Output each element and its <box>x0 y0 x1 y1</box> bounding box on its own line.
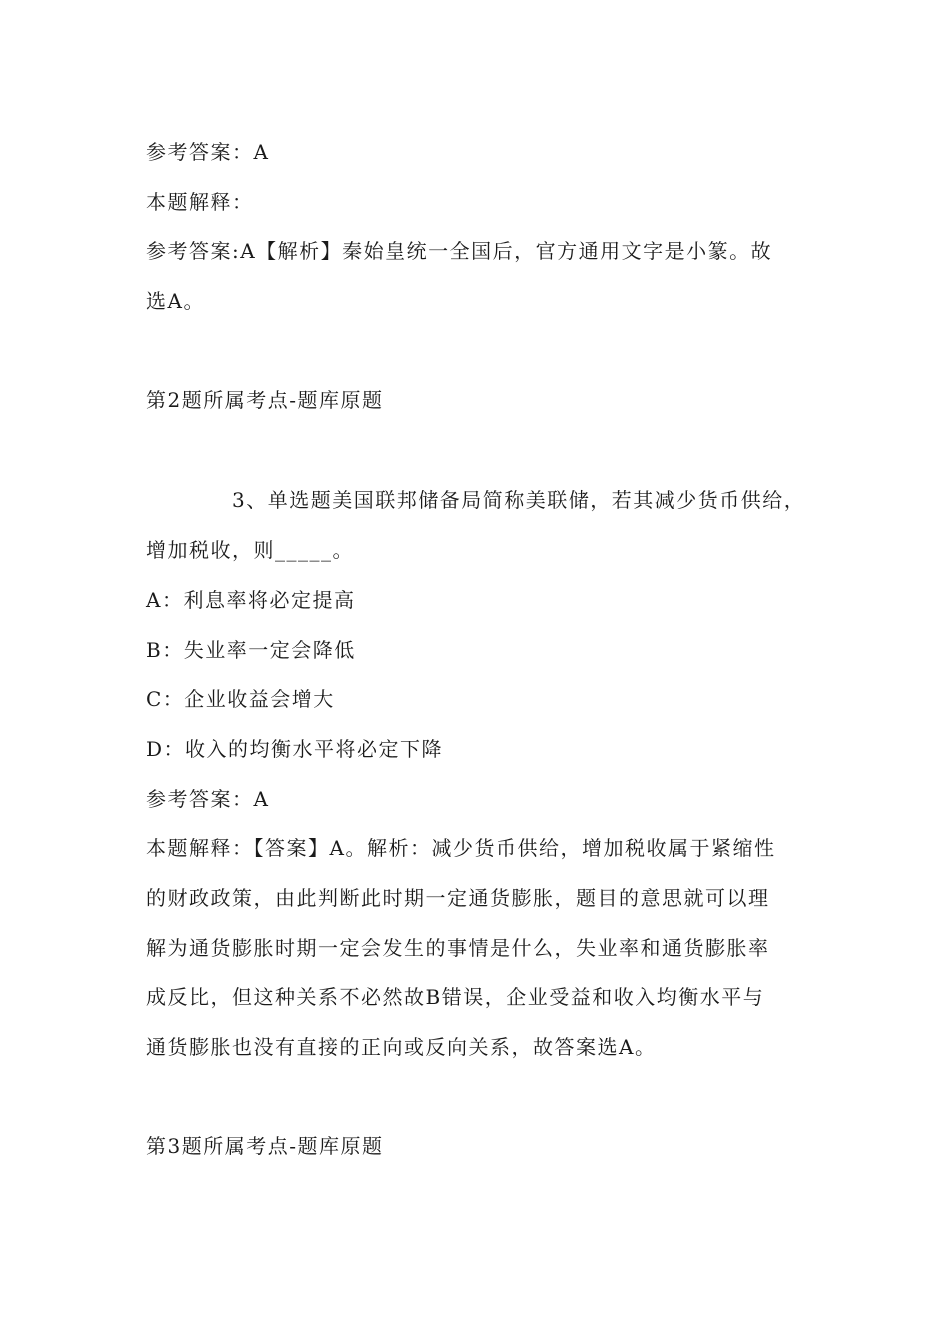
q3-option-c: C：企业收益会增大 <box>146 687 335 711</box>
q2-topic: 第2题所属考点-题库原题 <box>146 388 384 412</box>
q3-option-b: B：失业率一定会降低 <box>146 638 356 662</box>
q3-question-line: 增加税收，则_____。 <box>146 538 354 562</box>
q3-explain-line: 本题解释：【答案】A。解析：减少货币供给，增加税收属于紧缩性 <box>146 836 776 860</box>
q3-question-line: 3、单选题美国联邦储备局简称美联储，若其减少货币供给， <box>232 488 806 512</box>
q1-explain-line: 选A。 <box>146 289 205 313</box>
q3-explain-line: 成反比，但这种关系不必然故B错误，企业受益和收入均衡水平与 <box>146 985 765 1009</box>
q1-explain-label: 本题解释： <box>146 190 254 214</box>
q3-topic: 第3题所属考点-题库原题 <box>146 1134 384 1158</box>
q3-explain-line: 解为通货膨胀时期一定会发生的事情是什么，失业率和通货膨胀率 <box>146 936 770 960</box>
q3-option-a: A：利息率将必定提高 <box>146 588 356 612</box>
q1-explain-line: 参考答案:A【解析】秦始皇统一全国后，官方通用文字是小篆。故 <box>146 239 773 263</box>
q3-explain-line: 的财政政策，由此判断此时期一定通货膨胀，题目的意思就可以理 <box>146 886 770 910</box>
q1-answer: 参考答案：A <box>146 140 270 164</box>
q3-option-d: D：收入的均衡水平将必定下降 <box>146 737 444 761</box>
q3-answer: 参考答案：A <box>146 787 270 811</box>
q3-explain-line: 通货膨胀也没有直接的正向或反向关系，故答案选A。 <box>146 1035 657 1059</box>
